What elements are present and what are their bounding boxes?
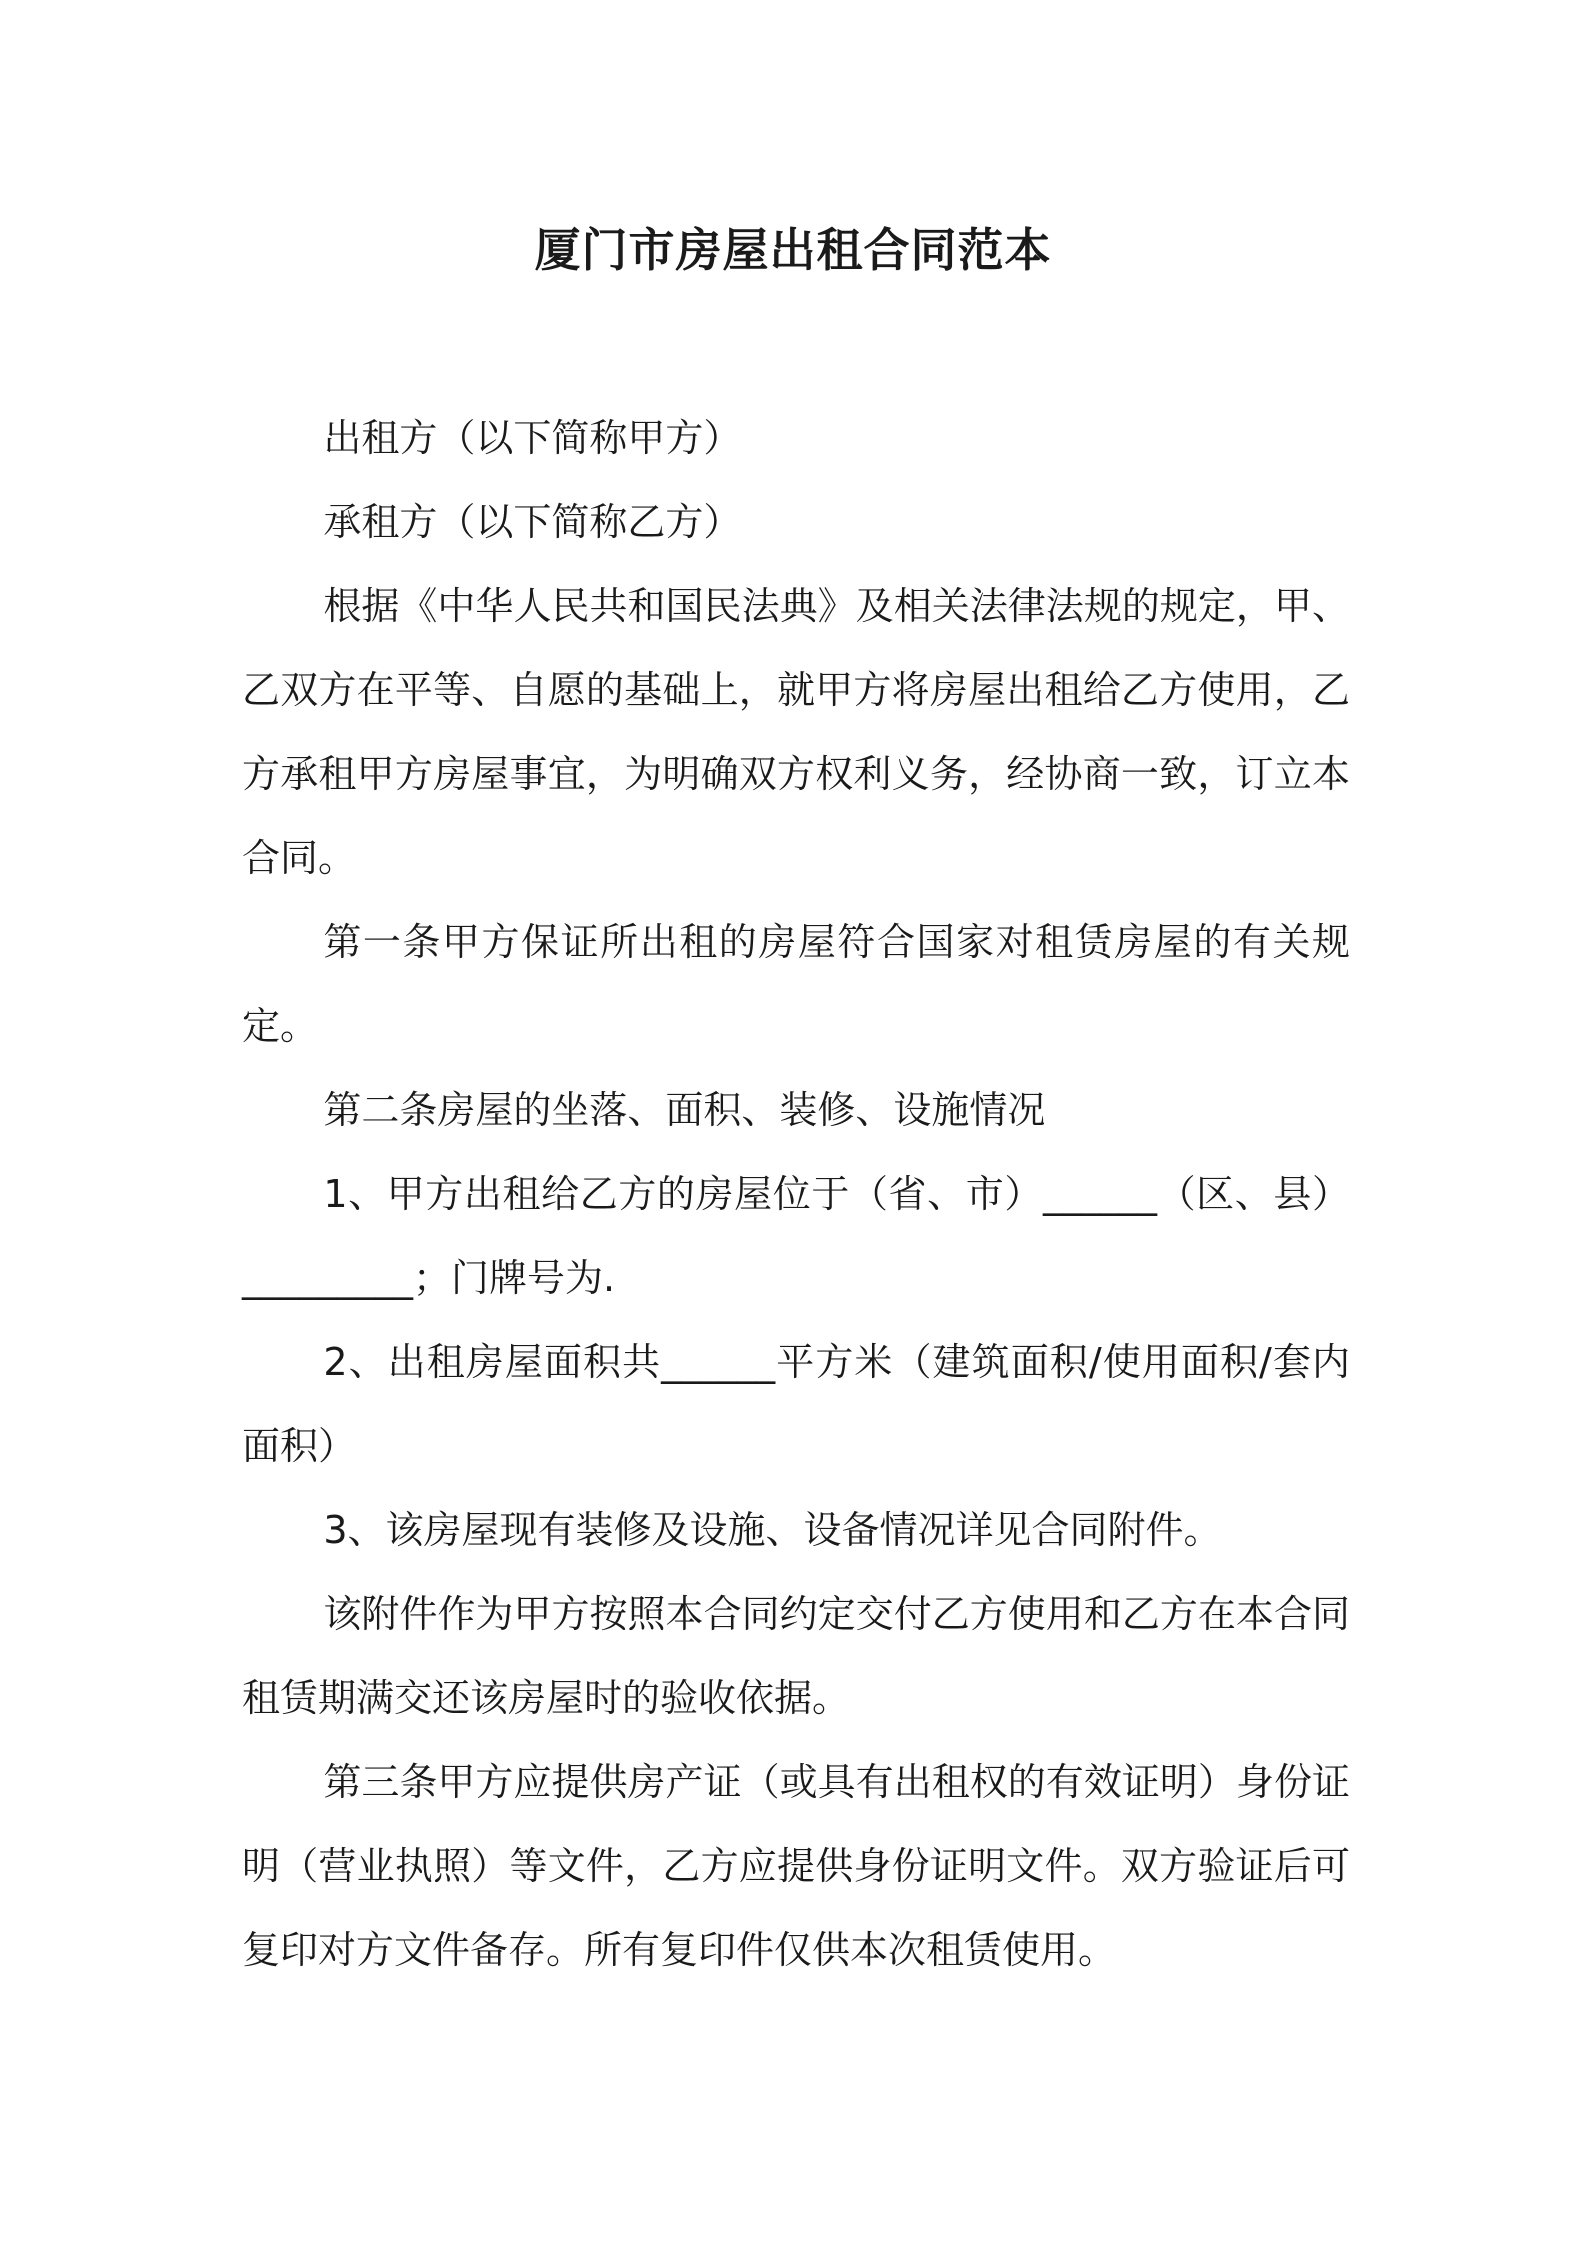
- document-title: 厦门市房屋出租合同范本: [534, 223, 1052, 277]
- paragraph-article-1: 第一条甲方保证所出租的房屋符合国家对租赁房屋的有关规定。: [242, 920, 1350, 1048]
- paragraph-lessee: 承租方（以下简称乙方）: [323, 500, 742, 544]
- paragraph-lessor: 出租方（以下简称甲方）: [323, 416, 742, 460]
- paragraph-article-3: 第三条甲方应提供房产证（或具有出租权的有效证明）身份证明（营业执照）等文件，乙方应提供身份证明文件。双方验证后可复印对方文件备存。所有复印件仅供本次租赁使用。: [242, 1760, 1350, 1972]
- document-body: [242, 396, 1350, 1992]
- paragraph-preamble: 根据《中华人民共和国民法典》及相关法律法规的规定，甲、乙双方在平等、自愿的基础上，就甲方将房屋出租给乙方使用，乙方承租甲方房屋事宜，为明确双方权利义务，经协商一致，订立本合同。: [242, 584, 1350, 880]
- paragraph-article-2: 第二条房屋的坐落、面积、装修、设施情况: [323, 1088, 1046, 1132]
- paragraph-attachment-note: 该附件作为甲方按照本合同约定交付乙方使用和乙方在本合同租赁期满交还该房屋时的验收依据。: [242, 1592, 1350, 1720]
- paragraph-article-2-item-2: 2、出租房屋面积共______平方米（建筑面积/使用面积/套内面积）: [242, 1340, 1350, 1468]
- paragraph-article-2-item-1: 1、甲方出租给乙方的房屋位于（省、市）______（区、县）_________；门牌号为.: [242, 1172, 1350, 1300]
- paragraph-article-2-item-3: 3、该房屋现有装修及设施、设备情况详见合同附件。: [323, 1508, 1222, 1552]
